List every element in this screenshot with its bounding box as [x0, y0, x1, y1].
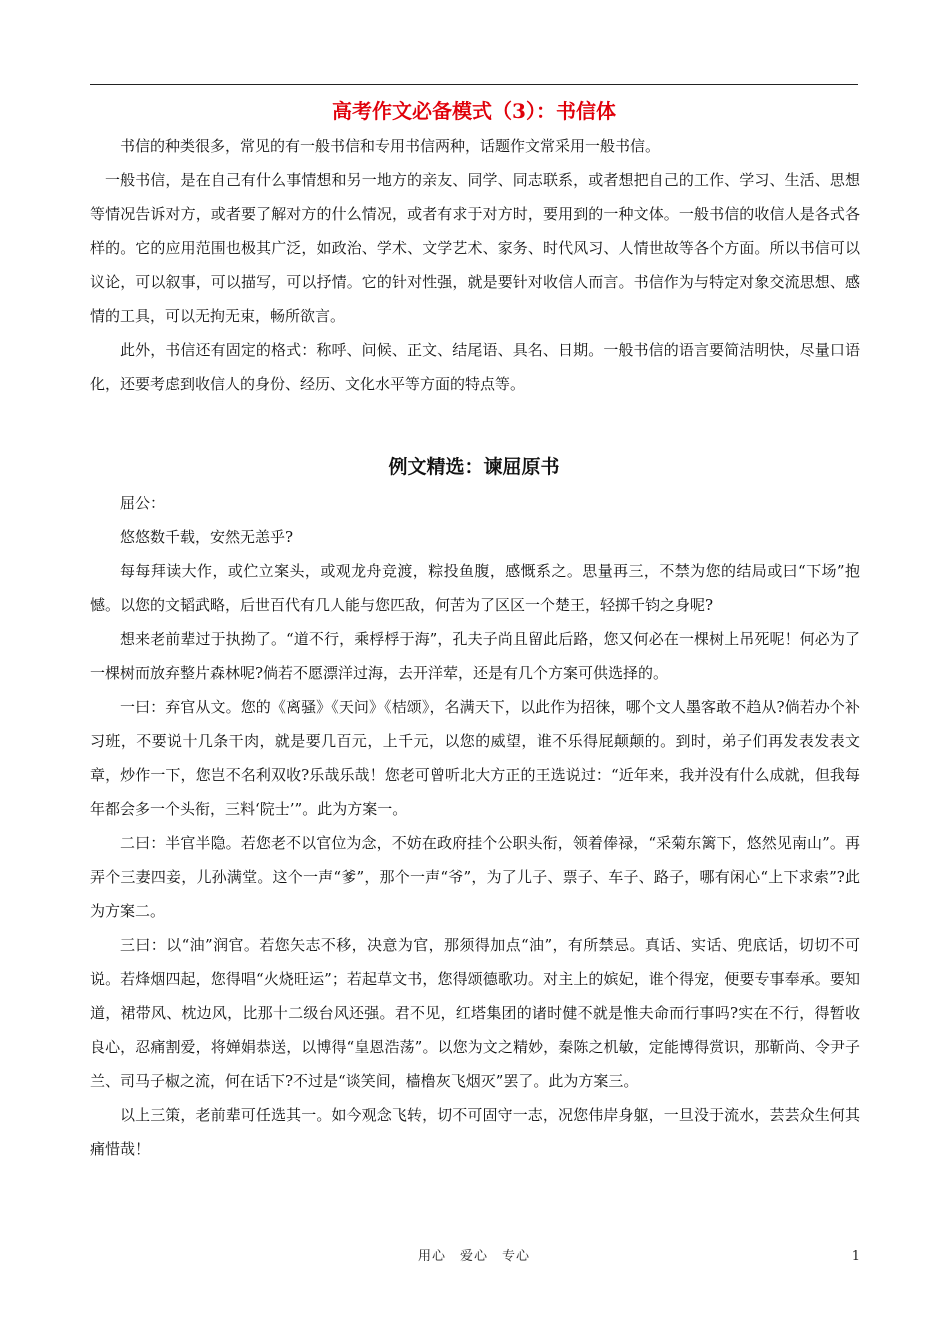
document-title: 高考作文必备模式（3）：书信体 — [332, 99, 616, 123]
letter-section — [90, 486, 860, 1166]
footer-motto: 用心 爱心 专心 — [417, 1249, 530, 1264]
letter-paragraph: 三曰：以“油”润官。若您矢志不移，决意为官，那须得加点“油”，有所禁忌。真话、实话、兜底话，切切不可说。若烽烟四起，您得唱“火烧旺运”；若起草文书，您得颂德歌功。对主上的嫔妃，谁个得宠，便要专事奉承。要知道，裙带风、枕边风，比那十二级台风还强。君不见，红塔集团的诸时健不就是惟夫命而行事吗?实在不行，得暂收良心，忍痛割爱，将婵娟恭送，以博得“皇恩浩荡”。以您为文之精妙，秦陈之机敏，定能博得赏识，那靳尚、令尹子兰、司马子椒之流，何在话下?不过是“谈笑间，樯橹灰飞烟灭”罢了。此为方案三。 — [90, 936, 860, 1090]
intro-paragraph: 此外，书信还有固定的格式：称呼、问候、正文、结尾语、具名、日期。一般书信的语言要简洁明快，尽量口语化，还要考虑到收信人的身份、经历、文化水平等方面的特点等。 — [90, 341, 860, 393]
page-number: 1 — [851, 1249, 860, 1264]
example-title: 例文精选：谏屈原书 — [388, 456, 560, 478]
intro-section — [90, 129, 860, 401]
intro-paragraph: 一般书信，是在自己有什么事情想和另一地方的亲友、同学、同志联系，或者想把自己的工作、学习、生活、思想等情况告诉对方，或者要了解对方的什么情况，或者有求于对方时，要用到的一种文体。一般书信的收信人是各式各样的。它的应用范围也极其广泛，如政治、学术、文学艺术、家务、时代风习、人情世故等各个方面。所以书信可以议论，可以叙事，可以描写，可以抒情。它的针对性强，就是要针对收信人而言。书信作为与特定对象交流思想、感情的工具，可以无拘无束，畅所欲言。 — [90, 171, 860, 325]
letter-paragraph: 想来老前辈过于执拗了。“道不行，乘桴桴于海”，孔夫子尚且留此后路，您又何必在一棵树上吊死呢！何必为了一棵树而放弃整片森林呢?倘若不愿漂洋过海，去开洋荤，还是有几个方案可供选择的。 — [90, 630, 860, 682]
letter-greeting: 悠悠数千载，安然无恙乎? — [120, 528, 294, 546]
letter-closing: 以上三策，老前辈可任选其一。如今观念飞转，切不可固守一志，况您伟岸身躯，一旦没于流水，芸芸众生何其痛惜哉！ — [90, 1106, 860, 1158]
letter-salutation: 屈公： — [120, 494, 166, 512]
letter-paragraph: 二曰：半官半隐。若您老不以官位为念，不妨在政府挂个公职头衔，领着俸禄，“采菊东篱下，悠然见南山”。再弄个三妻四妾，儿孙满堂。这个一声“爹”，那个一声“爷”，为了儿子、票子、车子、路子，哪有闲心“上下求索”?此为方案二。 — [90, 834, 860, 920]
header-rule — [90, 84, 858, 85]
letter-paragraph: 一曰：弃官从文。您的《离骚》《天问》《桔颂》，名满天下，以此作为招徕，哪个文人墨客敢不趋从?倘若办个补习班，不要说十几条干肉，就是要几百元，上千元，以您的威望，谁不乐得屁颠颠的。到时，弟子们再发表发表文章，炒作一下，您岂不名利双收?乐哉乐哉！您老可曾听北大方正的王选说过：“近年来，我并没有什么成就，但我每年都会多一个头衔，三料‘院士’”。此为方案一。 — [90, 698, 860, 818]
letter-paragraph: 每每拜读大作，或伫立案头，或观龙舟竞渡，粽投鱼腹，感慨系之。思量再三，不禁为您的结局或曰“下场”抱憾。以您的文韬武略，后世百代有几人能与您匹敌，何苦为了区区一个楚王，轻掷千钧之身呢? — [90, 562, 860, 614]
intro-paragraph: 书信的种类很多，常见的有一般书信和专用书信两种，话题作文常采用一般书信。 — [120, 137, 661, 155]
